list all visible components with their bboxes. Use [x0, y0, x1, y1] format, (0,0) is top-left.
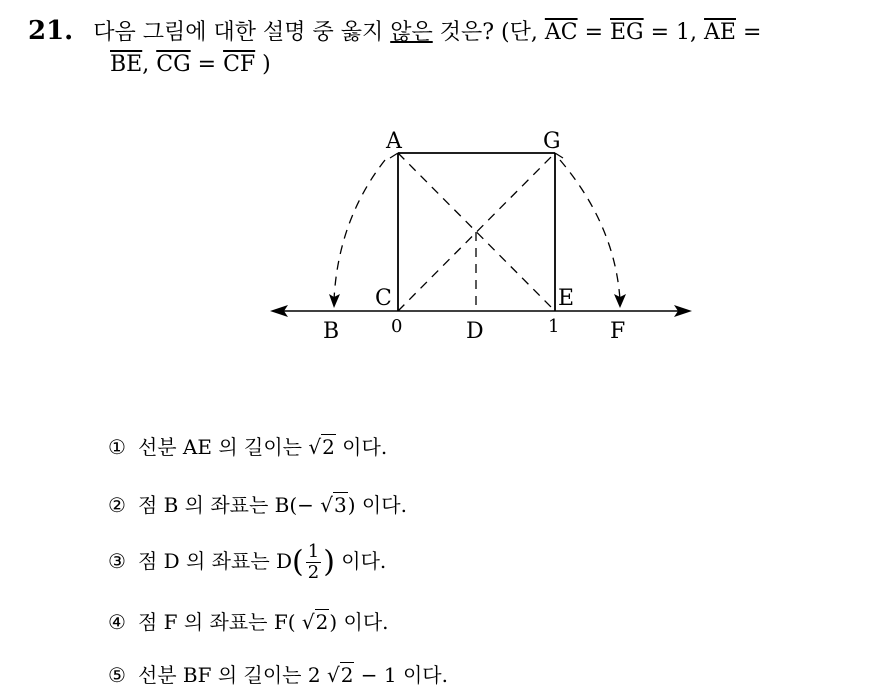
- label-g: G: [543, 129, 561, 154]
- sqrt-expression: √3: [320, 493, 347, 517]
- sqrt-expression: √2: [326, 663, 354, 687]
- question-underlined-word: 않은: [390, 20, 433, 45]
- label-e: E: [558, 286, 575, 311]
- label-f: F: [610, 319, 626, 344]
- segment-ae: $\overline{AE}$: [704, 20, 736, 45]
- label-zero: 0: [391, 316, 403, 337]
- option-marker: ⑤: [108, 663, 126, 687]
- segment-cf: $\overline{CF}$: [223, 52, 256, 77]
- option-2[interactable]: ② 점 B 의 좌표는 B(− √3) 이다.: [108, 490, 407, 520]
- option-marker: ③: [108, 549, 126, 573]
- label-one: 1: [548, 316, 560, 337]
- fraction: $\frac{1}{2}$: [307, 541, 320, 583]
- question-line-2: $\overline{BE}$, $\overline{CG} = \overline{CF}$ ): [110, 52, 271, 77]
- label-d: D: [466, 319, 484, 344]
- segment-eg: $\overline{EG}$: [610, 20, 644, 45]
- question-number: 21.: [28, 16, 74, 46]
- arc-a-to-b: [334, 160, 385, 300]
- arc-g-to-f: [560, 160, 620, 300]
- segment-be: $\overline{BE}$: [110, 52, 143, 77]
- option-5[interactable]: ⑤ 선분 BF 의 길이는 2 √2 − 1 이다.: [108, 660, 448, 690]
- option-4[interactable]: ④ 점 F 의 좌표는 F( √2) 이다.: [108, 607, 389, 637]
- question-line-1: 21. 다음 그림에 대한 설명 중 옳지 않은 것은? (단, $\overline{AC} = \overline{EG} = 1$, $\overline{AE}$ =: [28, 16, 762, 46]
- sqrt-expression: √2: [308, 435, 335, 459]
- question-stem: 다음 그림에 대한 설명 중 옳지: [93, 20, 391, 45]
- label-b: B: [323, 319, 340, 344]
- label-a: A: [386, 129, 402, 154]
- sqrt-expression: √2: [301, 610, 329, 634]
- segment-cg: $\overline{CG}$: [156, 52, 191, 77]
- option-1[interactable]: ① 선분 AE 의 길이는 √2 이다.: [108, 432, 387, 462]
- option-marker: ②: [108, 493, 126, 517]
- segment-ac: $\overline{AC}$: [544, 20, 578, 45]
- option-marker: ①: [108, 435, 126, 459]
- option-marker: ④: [108, 610, 126, 634]
- option-3[interactable]: ③ 점 D 의 좌표는 D( $\frac{1}{2}$ ) 이다.: [108, 541, 387, 583]
- label-c: C: [375, 286, 392, 311]
